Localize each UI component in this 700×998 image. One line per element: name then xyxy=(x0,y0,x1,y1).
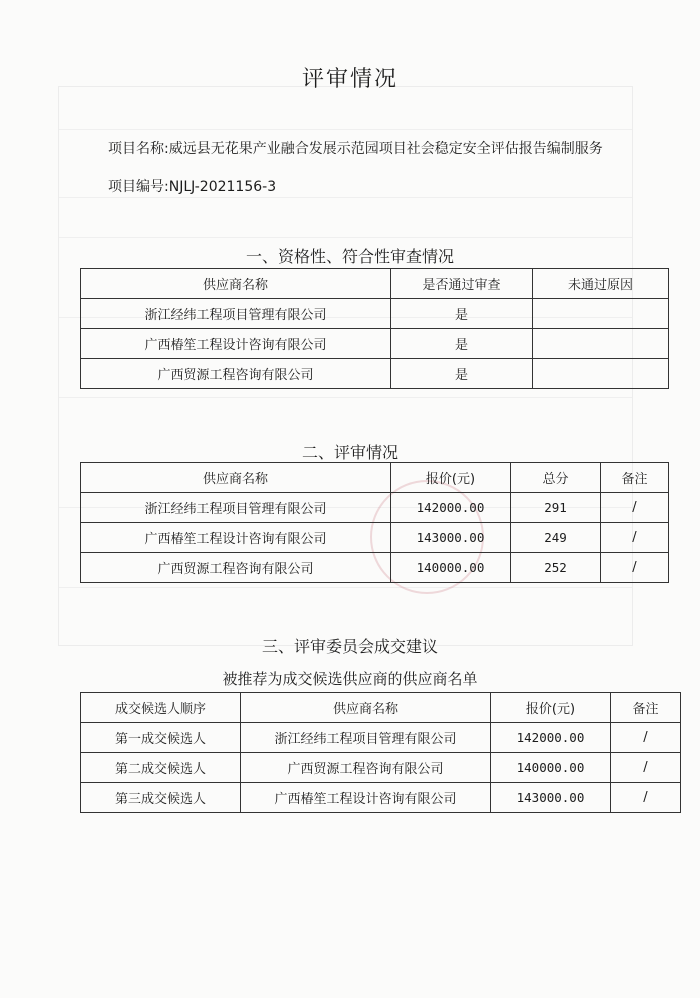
header-cell: 供应商名称 xyxy=(81,463,391,493)
reason-cell xyxy=(533,359,669,389)
supplier-name-cell: 广西椿笙工程设计咨询有限公司 xyxy=(81,523,391,553)
supplier-name-cell: 广西贸源工程咨询有限公司 xyxy=(81,553,391,583)
section2-title: 二、评审情况 xyxy=(301,443,398,462)
score-cell: 291 xyxy=(511,493,601,523)
header-cell: 供应商名称 xyxy=(81,269,391,299)
remark-cell: / xyxy=(601,493,669,523)
table-row xyxy=(81,299,669,329)
price-cell: 140000.00 xyxy=(491,753,611,783)
reason-cell xyxy=(533,299,669,329)
passed-cell: 是 xyxy=(391,359,533,389)
qualification-table xyxy=(80,268,669,389)
header-cell: 报价(元) xyxy=(391,463,511,493)
recommendation-table xyxy=(80,692,681,813)
remark-cell: / xyxy=(611,723,681,753)
header-cell: 总分 xyxy=(511,463,601,493)
supplier-name-cell: 广西贸源工程咨询有限公司 xyxy=(81,359,391,389)
rank-cell: 第三成交候选人 xyxy=(81,783,241,813)
table-row xyxy=(81,493,669,523)
rank-cell: 第二成交候选人 xyxy=(81,753,241,783)
project-number-label: 项目编号: xyxy=(108,179,169,195)
header-cell: 未通过原因 xyxy=(533,269,669,299)
table-row xyxy=(81,723,681,753)
table-row xyxy=(81,753,681,783)
table-header-row xyxy=(81,463,669,493)
passed-cell: 是 xyxy=(391,299,533,329)
table-header-row xyxy=(81,269,669,299)
score-cell: 249 xyxy=(511,523,601,553)
supplier-name-cell: 广西贸源工程咨询有限公司 xyxy=(241,753,491,783)
table-row xyxy=(81,783,681,813)
header-cell: 备注 xyxy=(601,463,669,493)
page-title: 评审情况 xyxy=(301,67,398,92)
remark-cell: / xyxy=(611,783,681,813)
section3-title: 三、评审委员会成交建议 xyxy=(261,637,438,656)
remark-cell: / xyxy=(611,753,681,783)
rank-cell: 第一成交候选人 xyxy=(81,723,241,753)
supplier-name-cell: 浙江经纬工程项目管理有限公司 xyxy=(81,299,391,329)
project-name-label: 项目名称: xyxy=(108,141,169,157)
table-row xyxy=(81,523,669,553)
price-cell: 142000.00 xyxy=(391,493,511,523)
table-row xyxy=(81,553,669,583)
price-cell: 140000.00 xyxy=(391,553,511,583)
project-number-line xyxy=(108,176,276,196)
section1-title: 一、资格性、符合性审查情况 xyxy=(245,247,454,266)
price-cell: 143000.00 xyxy=(491,783,611,813)
supplier-name-cell: 浙江经纬工程项目管理有限公司 xyxy=(81,493,391,523)
section3-subtitle: 被推荐为成交候选供应商的供应商名单 xyxy=(222,670,478,688)
remark-cell: / xyxy=(601,553,669,583)
remark-cell: / xyxy=(601,523,669,553)
table-header-row xyxy=(81,693,681,723)
project-number: NJLJ-2021156-3 xyxy=(168,179,277,195)
table-row xyxy=(81,329,669,359)
header-cell: 报价(元) xyxy=(491,693,611,723)
header-cell: 是否通过审查 xyxy=(391,269,533,299)
project-name: 威远县无花果产业融合发展示范园项目社会稳定安全评估报告编制服务 xyxy=(168,141,603,157)
reason-cell xyxy=(533,329,669,359)
table-row xyxy=(81,359,669,389)
project-name-line xyxy=(108,138,603,158)
header-cell: 备注 xyxy=(611,693,681,723)
price-cell: 143000.00 xyxy=(391,523,511,553)
header-cell: 成交候选人顺序 xyxy=(81,693,241,723)
score-cell: 252 xyxy=(511,553,601,583)
evaluation-table xyxy=(80,462,669,583)
supplier-name-cell: 广西椿笙工程设计咨询有限公司 xyxy=(241,783,491,813)
supplier-name-cell: 浙江经纬工程项目管理有限公司 xyxy=(241,723,491,753)
supplier-name-cell: 广西椿笙工程设计咨询有限公司 xyxy=(81,329,391,359)
price-cell: 142000.00 xyxy=(491,723,611,753)
header-cell: 供应商名称 xyxy=(241,693,491,723)
passed-cell: 是 xyxy=(391,329,533,359)
